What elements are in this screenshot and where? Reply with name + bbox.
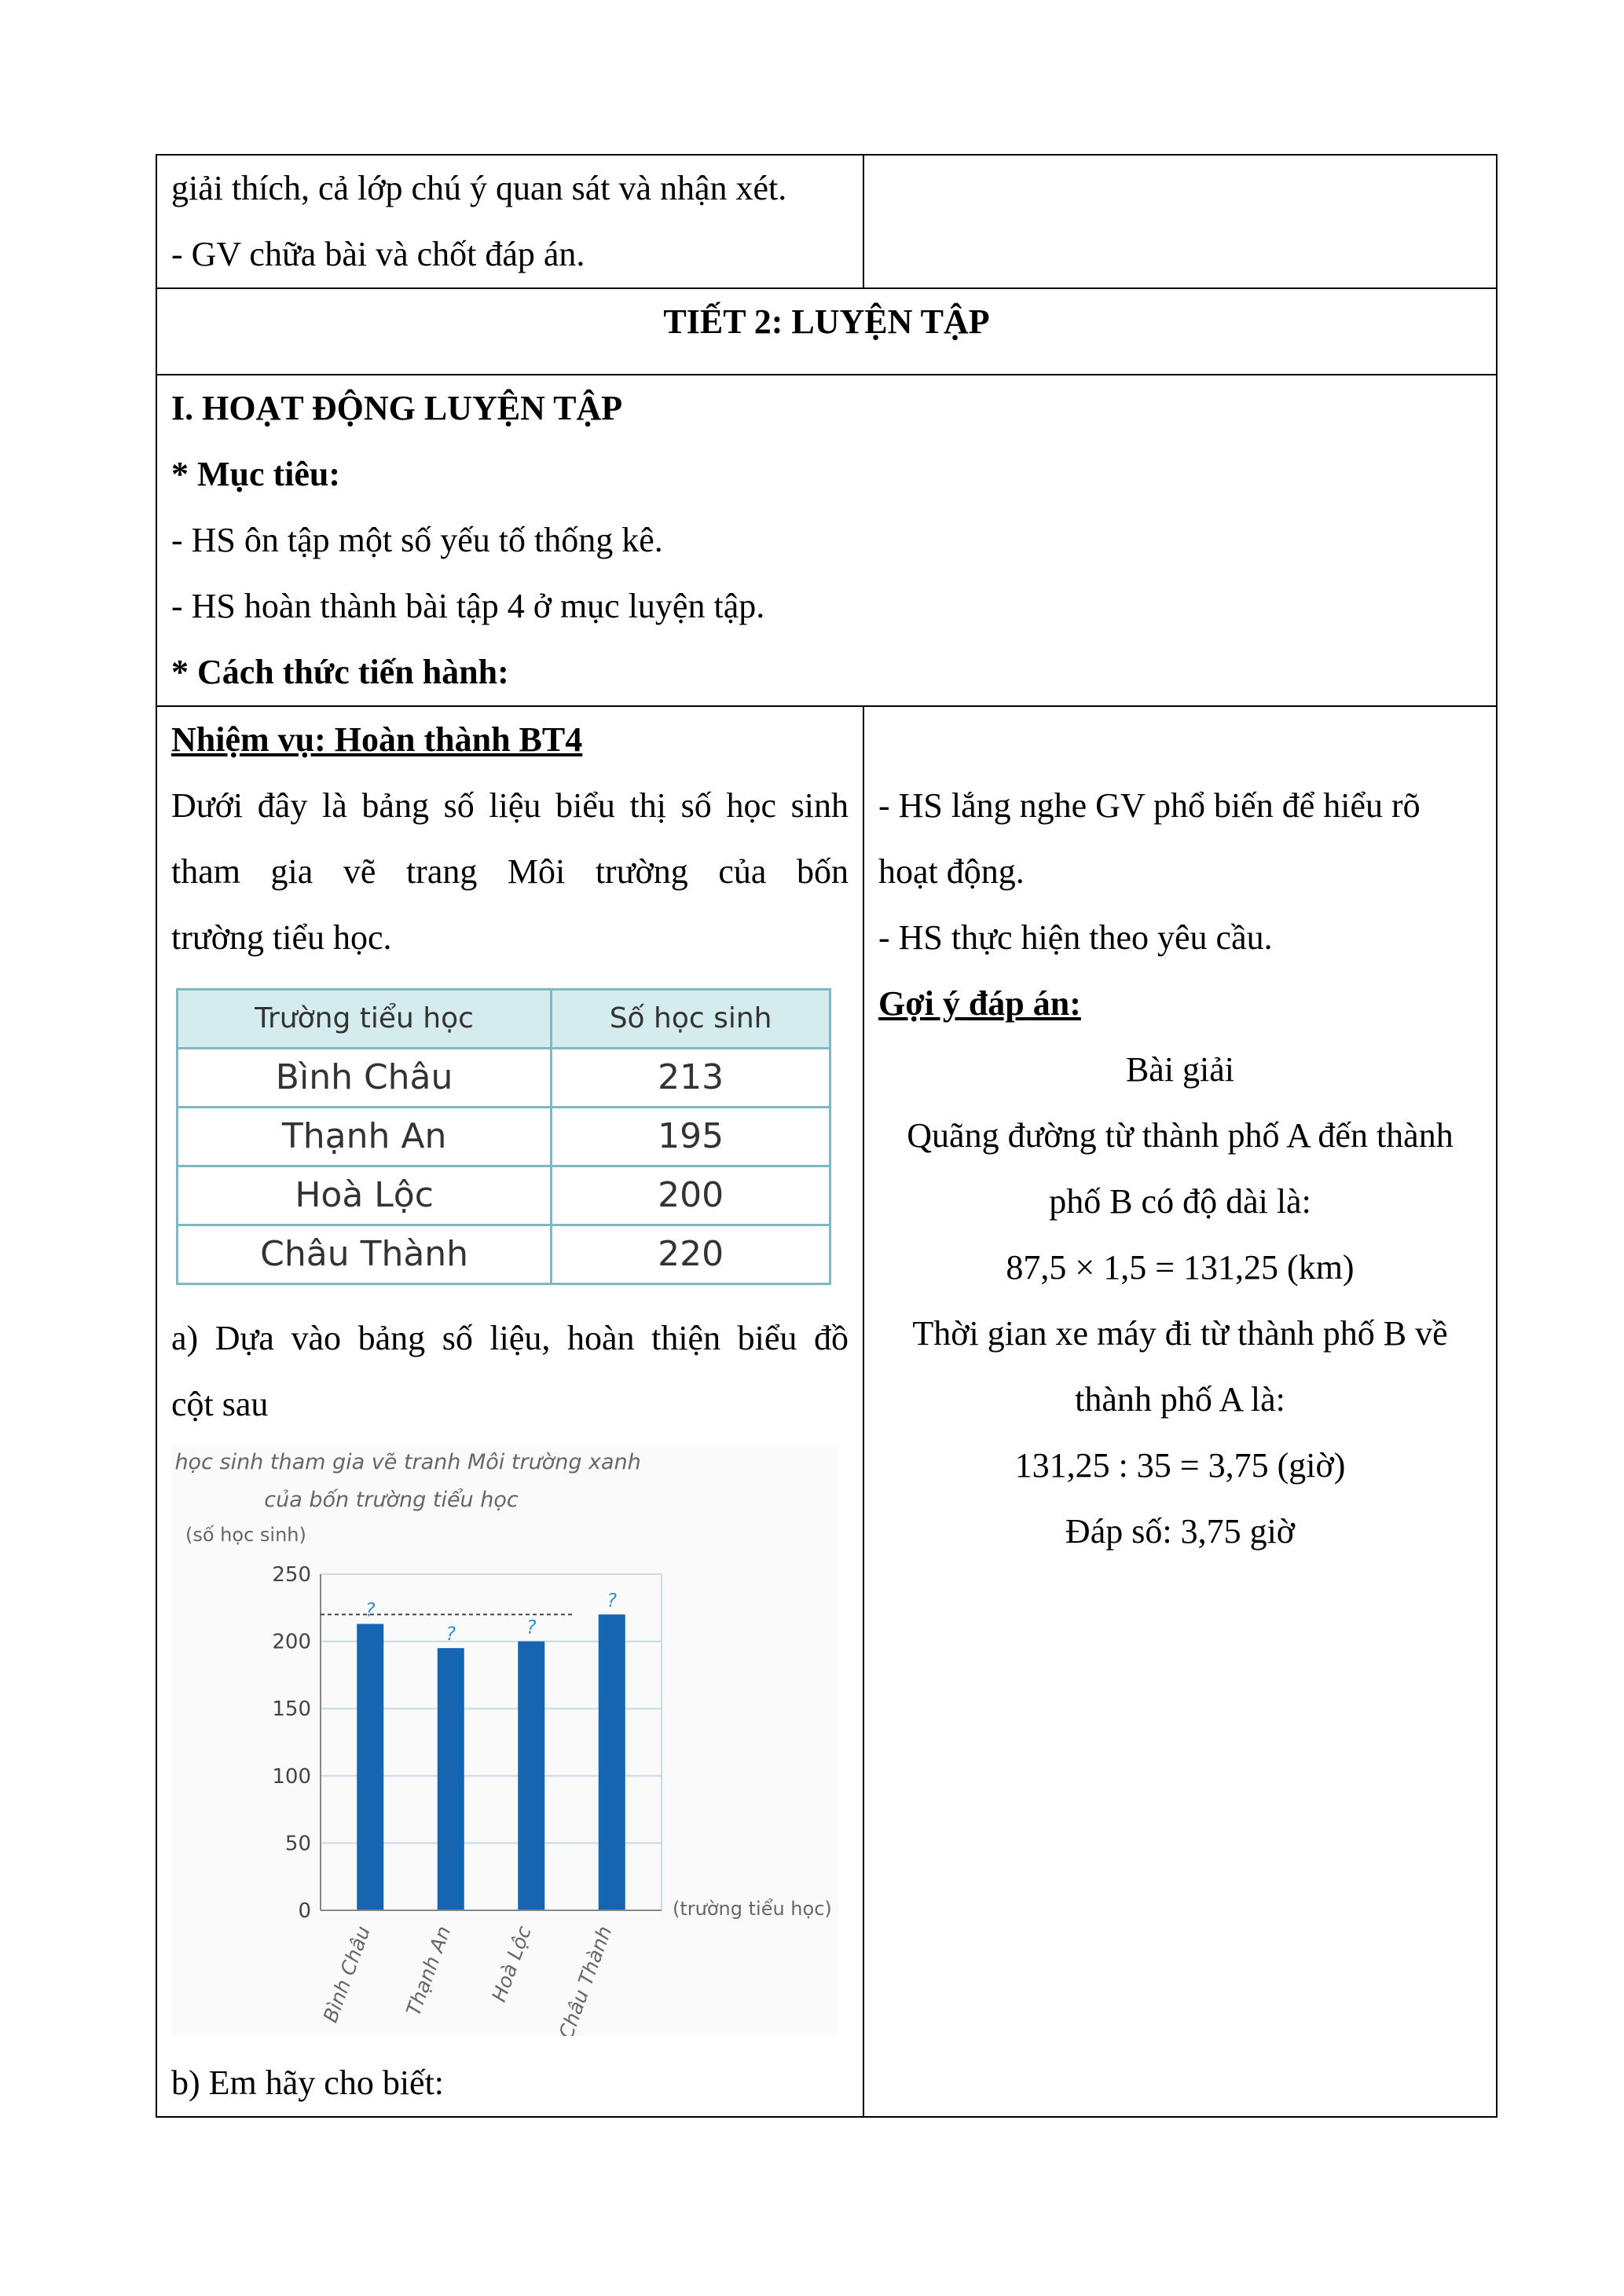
solution-line: 131,25 : 35 = 3,75 (giờ) bbox=[1014, 1446, 1346, 1485]
school-data-table bbox=[176, 988, 831, 1285]
part-a-line: cột sau bbox=[171, 1385, 269, 1423]
intro-line: tham gia vẽ trang Môi trường của bốn bbox=[171, 852, 849, 891]
goal-item: - HS ôn tập một số yếu tố thống kê. bbox=[171, 521, 663, 559]
student-count: 195 bbox=[552, 1108, 830, 1166]
chart-title: của bốn trường tiểu học bbox=[264, 1488, 519, 1512]
bar bbox=[518, 1642, 544, 1910]
section-title: TIẾT 2: LUYỆN TẬP bbox=[156, 288, 1497, 375]
part-b-line: b) Em hãy cho biết: bbox=[171, 2063, 445, 2102]
x-axis-label: (trường tiểu học) bbox=[673, 1898, 832, 1920]
x-tick-label: Châu Thành bbox=[554, 1923, 617, 2036]
solution-line: Thời gian xe máy đi từ thành phố B về bbox=[912, 1314, 1448, 1353]
bar bbox=[357, 1624, 383, 1910]
solution-line: Quãng đường từ thành phố A đến thành bbox=[907, 1116, 1454, 1155]
intro-line: trường tiểu học. bbox=[171, 918, 392, 957]
x-tick-label: Hoà Lộc bbox=[487, 1923, 536, 2005]
chart-title: Số học sinh tham gia vẽ tranh Môi trường xanh bbox=[171, 1450, 641, 1474]
x-tick-label: Bình Châu bbox=[318, 1923, 375, 2026]
text-line: - GV chữa bài và chốt đáp án. bbox=[171, 235, 585, 273]
y-axis-label: (số học sinh) bbox=[185, 1524, 306, 1546]
bar-value-label: ? bbox=[445, 1623, 456, 1646]
table-row bbox=[178, 1049, 830, 1108]
school-name: Hoà Lộc bbox=[178, 1166, 552, 1225]
bar bbox=[438, 1648, 464, 1910]
answer-cell bbox=[863, 706, 1497, 2117]
goal-item: - HS hoàn thành bài tập 4 ở mục luyện tập. bbox=[171, 587, 765, 625]
y-tick-label: 100 bbox=[272, 1764, 311, 1789]
student-count: 220 bbox=[552, 1225, 830, 1284]
school-name: Bình Châu bbox=[178, 1049, 552, 1108]
table-row bbox=[178, 1166, 830, 1225]
solution-line: thành phố A là: bbox=[1075, 1380, 1285, 1419]
bar-chart-svg bbox=[171, 1444, 839, 2036]
solution-line: 87,5 × 1,5 = 131,25 (km) bbox=[1006, 1248, 1355, 1287]
table-header: Trường tiểu học bbox=[178, 990, 552, 1049]
right-line: hoạt động. bbox=[878, 852, 1025, 891]
activity-heading: I. HOẠT ĐỘNG LUYỆN TẬP bbox=[171, 389, 623, 427]
intro-line: Dưới đây là bảng số liệu biểu thị số học sinh bbox=[171, 786, 849, 825]
solution-line: Đáp số: 3,75 giờ bbox=[1065, 1512, 1296, 1551]
goal-label: * Mục tiêu: bbox=[171, 455, 341, 493]
solution-line: phố B có độ dài là: bbox=[1049, 1182, 1311, 1221]
solution-title: Bài giải bbox=[1125, 1050, 1235, 1089]
part-a-line: a) Dựa vào bảng số liệu, hoàn thiện biểu đồ bbox=[171, 1319, 849, 1357]
bar-value-label: ? bbox=[365, 1598, 376, 1621]
lesson-plan-document bbox=[156, 154, 1498, 2118]
x-tick-label: Thạnh An bbox=[401, 1923, 456, 2019]
lesson-table bbox=[156, 154, 1498, 2118]
task-title: Nhiệm vụ: Hoàn thành BT4 bbox=[171, 720, 583, 759]
y-tick-label: 200 bbox=[272, 1630, 311, 1654]
table-header: Số học sinh bbox=[552, 990, 830, 1049]
bar-chart bbox=[171, 1444, 839, 2036]
activity-cell bbox=[156, 375, 1497, 706]
row0-left-cell bbox=[156, 155, 863, 288]
bar bbox=[599, 1614, 625, 1910]
y-tick-label: 0 bbox=[298, 1899, 311, 1923]
right-line: - HS lắng nghe GV phổ biến để hiểu rõ bbox=[878, 786, 1421, 825]
bar-value-label: ? bbox=[526, 1616, 537, 1639]
y-tick-label: 250 bbox=[272, 1563, 311, 1587]
text-line: giải thích, cả lớp chú ý quan sát và nhận xét. bbox=[171, 169, 787, 207]
y-tick-label: 150 bbox=[272, 1697, 311, 1722]
right-line: - HS thực hiện theo yêu cầu. bbox=[878, 918, 1273, 957]
bar-value-label: ? bbox=[607, 1589, 618, 1612]
y-tick-label: 50 bbox=[284, 1832, 311, 1856]
school-name: Thạnh An bbox=[178, 1108, 552, 1166]
table-row bbox=[178, 1225, 830, 1284]
table-row bbox=[178, 1108, 830, 1166]
hint-label: Gợi ý đáp án: bbox=[878, 984, 1081, 1023]
task-cell bbox=[156, 706, 863, 2117]
student-count: 200 bbox=[552, 1166, 830, 1225]
row0-right-cell bbox=[863, 155, 1497, 288]
school-name: Châu Thành bbox=[178, 1225, 552, 1284]
method-label: * Cách thức tiến hành: bbox=[171, 653, 509, 691]
student-count: 213 bbox=[552, 1049, 830, 1108]
